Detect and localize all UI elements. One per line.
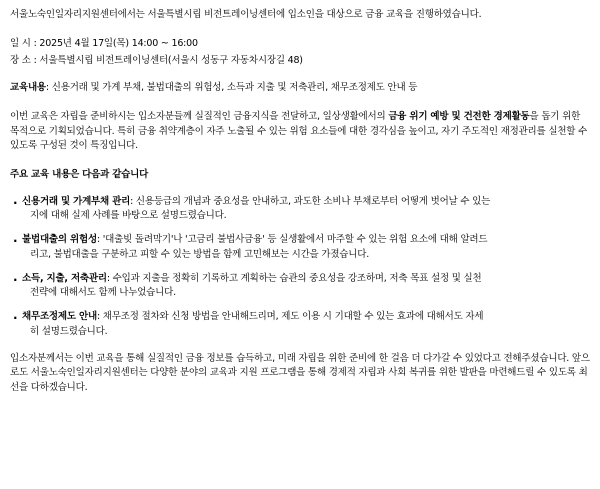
section-title: 주요 교육 내용은 다음과 같습니다: [10, 169, 149, 181]
topic-indent: 리고, 불법대출을 구분하고 피할 수 있는 방법을 함께 고민해보는 시간을 가졌습니다.: [30, 248, 370, 260]
intro-paragraph: 서울노숙인일자리지원센터에서는 서울특별시립 비전트레이닝센터에 입소인을 대상으로 금융 교육을 진행하였습니다.: [10, 9, 482, 20]
closing-paragraph: 입소자분께서는 이번 교육을 통해 실질적인 금융 정보를 습득하고, 미래 자립을 위한 준비에 한 걸음 더 다가갈 수 있었다고 전해주셨습니다. 앞으로도 서울노숙인일자리지원센터는 다양한 분야의 교육과 지원 프로그램을 통해 경제적 자립과 사회 복귀를 위한 발판을 마련해드릴 수 있도록 최선을 다하겠습니다.: [10, 352, 590, 393]
topic-head: 신용거래 및 가계부채 관리: [22, 195, 131, 207]
education-topics-list: [10, 195, 590, 340]
purpose-text-part2: 을 돕기 위한 목적으로 기획되었습니다. 특히 금융 취약계층이 자주 노출될 수 있는 위험 요소들에 대한 경각심을 높이고, 자기 주도적인 재정관리를 실천할 수 있도록 구성된 것이 특징입니다.: [10, 110, 588, 152]
topic-indent: 히 설명드렸습니다.: [30, 325, 108, 337]
purpose-paragraph: [10, 110, 590, 154]
event-place-value: : 서울특별시립 비전트레이닝센터(서울시 성동구 자동차시장길 48): [33, 55, 303, 67]
event-place-label: 장 소: [10, 55, 31, 67]
list-item: [10, 195, 590, 224]
topic-head: 불법대출의 위험성: [22, 234, 97, 246]
education-content-label: 교육내용: [10, 82, 46, 94]
topic-text: : 신용등급의 개념과 중요성을 안내하고, 과도한 소비나 부채로부터 어떻게 벗어날 수 있는: [130, 195, 491, 207]
topic-text: : 채무조정 절차와 신청 방법을 안내해드리며, 제도 이용 시 기대할 수 있는 효과에 대해서도 자세: [96, 311, 484, 323]
purpose-text-highlight: 금융 위기 예방 및 건전한 경제활동: [388, 110, 530, 122]
purpose-text-part1: 이번 교육은 자립을 준비하시는 입소자분들께 실질적인 금융지식을 전달하고, 일상생활에서의: [10, 110, 389, 122]
topic-head: 채무조정제도 안내: [22, 311, 97, 323]
topic-indent: 지에 대해 실제 사례를 바탕으로 설명드렸습니다.: [30, 210, 227, 222]
education-content-line: [10, 81, 590, 96]
topic-indent: 전략에 대해서도 함께 나누었습니다.: [30, 287, 176, 299]
list-item: [10, 272, 590, 301]
event-info-block: [10, 37, 590, 69]
education-content-value: : 신용거래 및 가계 부채, 불법대출의 위험성, 소득과 지출 및 저축관리, 채무조정제도 안내 등: [45, 82, 418, 94]
topic-text: : 수입과 지출을 정확히 기록하고 계획하는 습관의 중요성을 강조하며, 저축 목표 설정 및 실천: [106, 272, 482, 284]
list-item: [10, 310, 590, 339]
event-date-value: : 2025년 4월 17일(목) 14:00 ~ 16:00: [33, 37, 198, 49]
list-item: [10, 233, 590, 262]
event-place-line: [10, 54, 590, 69]
event-date-line: [10, 37, 590, 52]
event-date-label: 일 시: [10, 37, 31, 49]
topic-text: : '대출빚 돌려막기'나 '고금리 불법사금융' 등 실생활에서 마주할 수 있는 위험 요소에 대해 알려드: [96, 234, 488, 246]
topic-head: 소득, 지출, 저축관리: [22, 272, 107, 284]
